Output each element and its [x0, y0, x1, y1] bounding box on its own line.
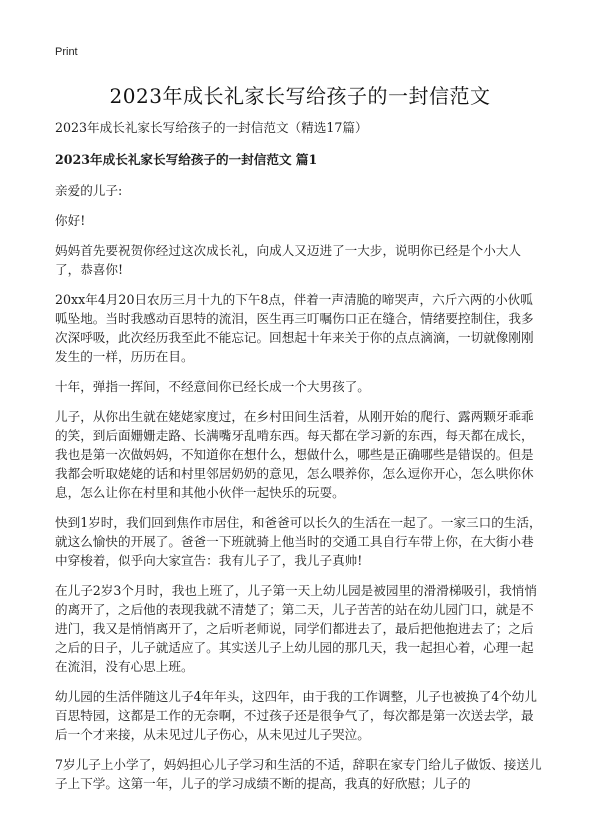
paragraph: 儿子，从你出生就在姥姥家度过，在乡村田间生活着，从刚开始的爬行、露两颗牙乖乖的笑，到后面姗姗走路、长满嘴牙乱啃东西。每天都在学习新的东西，每天都在成长，我也是第一次做妈妈，不知道你在想什么，想做什么，哪些是正确哪些是错误的。但是我都会听取姥姥的话和村里邻居奶奶的意见，怎么喂养你，怎么逗你开心，怎么哄你休息，怎么让你在村里和其他小伙伴一起快乐的玩耍。	[55, 409, 534, 500]
document-subtitle: 2023年成长礼家长写给孩子的一封信范文（精选17篇）	[55, 120, 368, 135]
print-label[interactable]: Print	[55, 46, 78, 58]
document-body	[55, 118, 545, 804]
paragraph: 20xx年4月20日农历三月十九的下午8点，伴着一声清脆的啼哭声，六斤六两的小伙呱呱坠地。当时我感动百思特的流泪，医生再三叮嘱伤口正在缝合，情绪要控制住，我多次深呼吸，此次经历我至此不能忘记。回想起十年来关于你的点点滴滴，一切就像刚刚发生的一样，历历在目。	[55, 292, 534, 364]
paragraph-hello: 你好!	[55, 213, 86, 228]
paragraph: 7岁儿子上小学了，妈妈担心儿子学习和生活的不适，辞职在家专门给儿子做饭、接送儿子上下学。这第一年，儿子的学习成绩不断的提高，我真的好欣慰；儿子的	[55, 757, 542, 791]
paragraph: 在儿子2岁3个月时，我也上班了，儿子第一天上幼儿园是被园里的滑滑梯吸引，我悄悄的离开了，之后他的表现我就不清楚了；第二天，儿子苦苦的站在幼儿园门口，就是不进门，我又是悄悄离开了，之后听老师说，同学们都进去了，最后把他抱进去了；之后之后的日子，儿子就适应了。其实送儿子上幼儿园的那几天，我一起担心着，心理一起在流泪，没有心思上班。	[55, 583, 537, 674]
paragraph: 妈妈首先要祝贺你经过这次成长礼，向成人又迈进了一大步，说明你已经是个小大人了，恭喜你!	[55, 243, 521, 277]
paragraph: 幼儿园的生活伴随这儿子4年年头，这四年，由于我的工作调整，儿子也被换了4个幼儿百思特园，这都是工作的无奈啊，不过孩子还是很争气了，每次都是第一次送去学，最后一个才来接，从未见过儿子伤心，从未见过儿子哭泣。	[55, 689, 537, 742]
paragraph: 十年，弹指一挥间，不经意间你已经长成一个大男孩了。	[55, 379, 370, 394]
paragraph: 快到1岁时，我们回到焦作市居住，和爸爸可以长久的生活在一起了。一家三口的生活，就这么愉快的开展了。爸爸一下班就骑上他当时的交通工具自行车带上你，在大街小巷中穿梭着，似乎向大家宣告：我有儿子了，我儿子真帅!	[55, 515, 542, 568]
paragraph-greeting: 亲爱的儿子:	[55, 183, 123, 198]
document-title: 2023年成长礼家长写给孩子的一封信范文	[109, 84, 491, 108]
section-heading: 2023年成长礼家长写给孩子的一封信范文 篇1	[55, 152, 318, 167]
